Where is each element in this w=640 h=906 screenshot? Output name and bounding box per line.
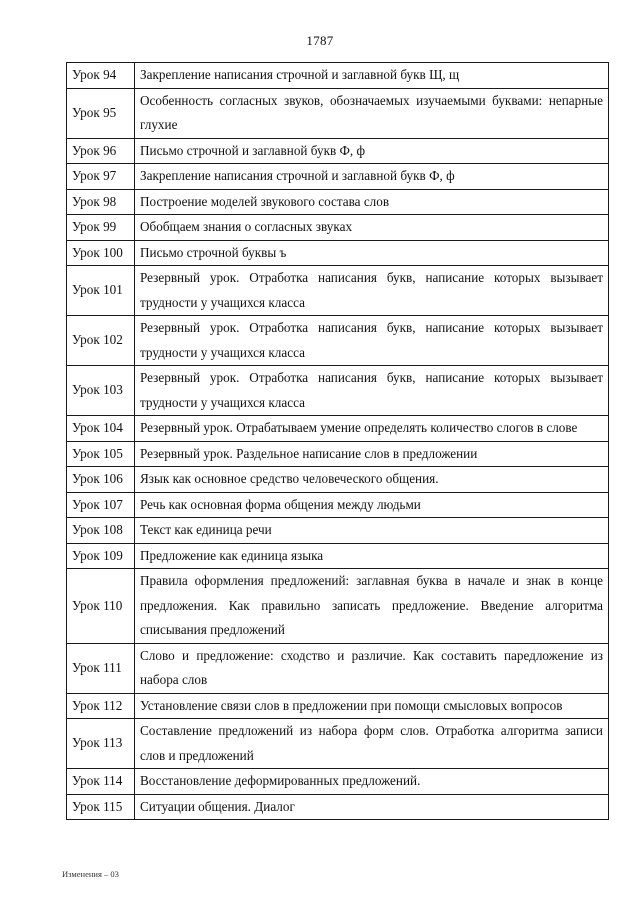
lesson-topic-cell: Текст как единица речи [135, 518, 609, 544]
lesson-number-cell: Урок 106 [67, 467, 135, 493]
lesson-topic-cell: Речь как основная форма общения между людьми [135, 492, 609, 518]
lesson-topic-cell: Особенность согласных звуков, обозначаемых изучаемыми буквами: непарные глухие [135, 88, 609, 138]
lesson-number-cell: Урок 94 [67, 63, 135, 89]
lesson-topic-cell: Обобщаем знания о согласных звуках [135, 215, 609, 241]
lesson-number-cell: Урок 103 [67, 366, 135, 416]
table-row [67, 569, 609, 644]
lesson-number-cell: Урок 98 [67, 189, 135, 215]
lesson-topic-cell: Закрепление написания строчной и заглавной букв Щ, щ [135, 63, 609, 89]
lesson-number-cell: Урок 114 [67, 769, 135, 795]
table-row [67, 441, 609, 467]
table-row [67, 643, 609, 693]
lesson-number-cell: Урок 97 [67, 164, 135, 190]
lesson-number-cell: Урок 101 [67, 266, 135, 316]
lesson-topic-cell: Построение моделей звукового состава слов [135, 189, 609, 215]
lesson-topic-cell: Слово и предложение: сходство и различие. Как составить паредложение из набора слов [135, 643, 609, 693]
lesson-topic-cell: Установление связи слов в предложении при помощи смысловых вопросов [135, 693, 609, 719]
table-row [67, 316, 609, 366]
lesson-topic-cell: Язык как основное средство человеческого общения. [135, 467, 609, 493]
lesson-number-cell: Урок 107 [67, 492, 135, 518]
lesson-number-cell: Урок 99 [67, 215, 135, 241]
lesson-number-cell: Урок 112 [67, 693, 135, 719]
table-row [67, 492, 609, 518]
lesson-number-cell: Урок 102 [67, 316, 135, 366]
table-row [67, 88, 609, 138]
table-row [67, 467, 609, 493]
table-row [67, 719, 609, 769]
table-row [67, 693, 609, 719]
lesson-topic-cell: Правила оформления предложений: заглавная буква в начале и знак в конце предложения. Как правильно записать предложение. Введение алгоритма списывания предложений [135, 569, 609, 644]
table-row [67, 794, 609, 820]
table-row [67, 138, 609, 164]
lesson-number-cell: Урок 105 [67, 441, 135, 467]
lesson-number-cell: Урок 96 [67, 138, 135, 164]
table-row [67, 189, 609, 215]
lesson-number-cell: Урок 111 [67, 643, 135, 693]
lesson-topic-cell: Ситуации общения. Диалог [135, 794, 609, 820]
table-row [67, 63, 609, 89]
lesson-topic-cell: Резервный урок. Отработка написания букв, написание которых вызывает трудности у учащихся класса [135, 366, 609, 416]
lesson-topic-cell: Резервный урок. Отрабатываем умение определять количество слогов в слове [135, 416, 609, 442]
lesson-number-cell: Урок 113 [67, 719, 135, 769]
lesson-topic-cell: Закрепление написания строчной и заглавной букв Ф, ф [135, 164, 609, 190]
lesson-number-cell: Урок 115 [67, 794, 135, 820]
table-row [67, 543, 609, 569]
revision-footer: Изменения – 03 [62, 869, 119, 879]
lesson-number-cell: Урок 100 [67, 240, 135, 266]
table-row [67, 215, 609, 241]
lesson-topic-cell: Резервный урок. Отработка написания букв, написание которых вызывает трудности у учащихся класса [135, 316, 609, 366]
lesson-plan-table [66, 62, 609, 820]
lesson-number-cell: Урок 110 [67, 569, 135, 644]
page-number: 1787 [306, 33, 334, 48]
table-row [67, 164, 609, 190]
table-row [67, 769, 609, 795]
lesson-topic-cell: Восстановление деформированных предложений. [135, 769, 609, 795]
lesson-topic-cell: Резервный урок. Отработка написания букв, написание которых вызывает трудности у учащихся класса [135, 266, 609, 316]
lesson-number-cell: Урок 108 [67, 518, 135, 544]
lesson-topic-cell: Предложение как единица языка [135, 543, 609, 569]
lesson-topic-cell: Резервный урок. Раздельное написание слов в предложении [135, 441, 609, 467]
lesson-number-cell: Урок 104 [67, 416, 135, 442]
table-row [67, 416, 609, 442]
table-row [67, 366, 609, 416]
lesson-table-body [67, 63, 609, 820]
table-row [67, 518, 609, 544]
table-row [67, 266, 609, 316]
lesson-number-cell: Урок 95 [67, 88, 135, 138]
lesson-topic-cell: Письмо строчной и заглавной букв Ф, ф [135, 138, 609, 164]
lesson-topic-cell: Письмо строчной буквы ъ [135, 240, 609, 266]
lesson-number-cell: Урок 109 [67, 543, 135, 569]
table-row [67, 240, 609, 266]
lesson-topic-cell: Составление предложений из набора форм слов. Отработка алгоритма записи слов и предложений [135, 719, 609, 769]
